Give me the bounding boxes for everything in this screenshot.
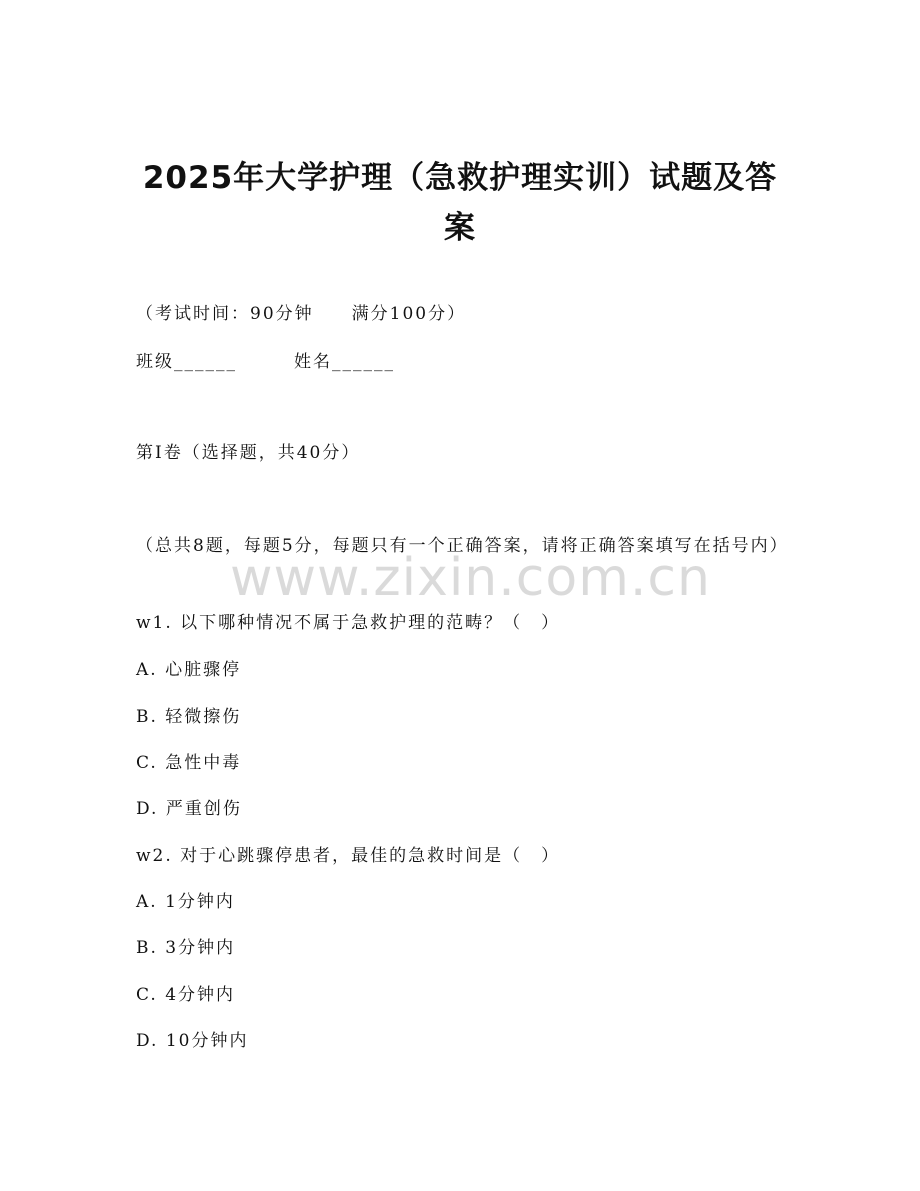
answer-option: D. 10分钟内	[136, 1031, 249, 1051]
document-title-continued: 案	[444, 210, 476, 246]
question-stem: w1. 以下哪种情况不属于急救护理的范畴？（ ）	[136, 613, 561, 633]
answer-option: A. 心脏骤停	[136, 660, 242, 680]
question-stem: w2. 对于心跳骤停患者，最佳的急救时间是（ ）	[136, 846, 561, 866]
document-title: 2025年大学护理（急救护理实训）试题及答	[142, 160, 778, 196]
answer-option: A. 1分钟内	[136, 892, 235, 912]
name-field: 姓名______	[294, 352, 395, 372]
watermark: www.zixin.com.cn	[230, 548, 711, 608]
section-heading: 第Ⅰ卷（选择题，共40分）	[136, 443, 361, 463]
instructions: （总共8题，每题5分，每题只有一个正确答案，请将正确答案填写在括号内）	[136, 536, 789, 556]
answer-option: D. 严重创伤	[136, 799, 242, 819]
answer-option: C. 4分钟内	[136, 985, 236, 1005]
class-field: 班级______	[136, 352, 237, 372]
answer-option: B. 3分钟内	[136, 938, 236, 958]
answer-option: B. 轻微擦伤	[136, 707, 242, 727]
answer-option: C. 急性中毒	[136, 753, 242, 773]
exam-info: （考试时间：90分钟 满分100分）	[136, 304, 467, 324]
